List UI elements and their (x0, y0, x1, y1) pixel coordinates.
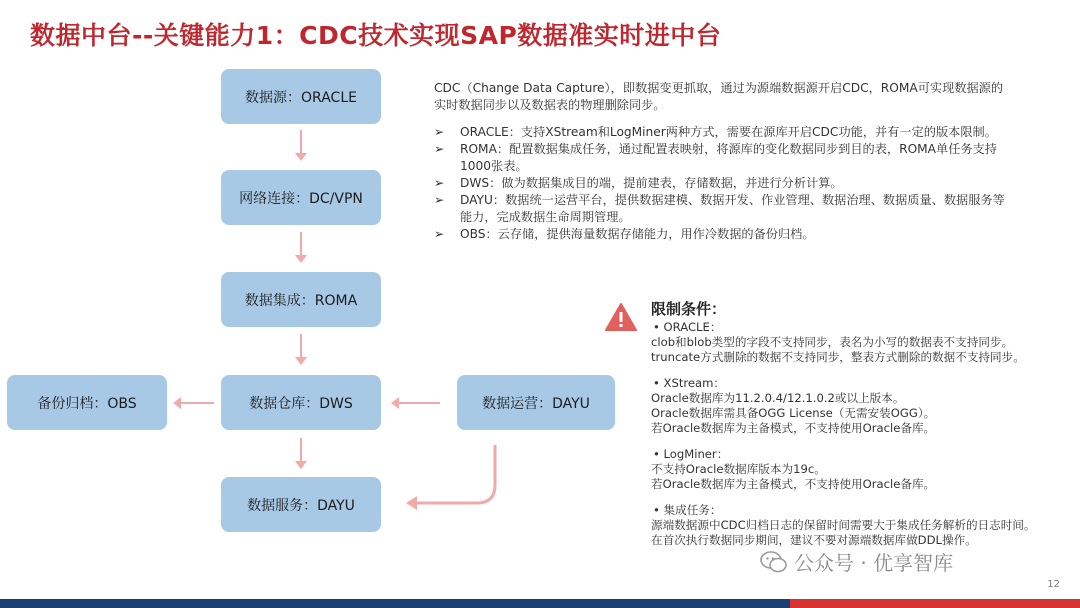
limits-group-logminer: • LogMiner： 不支持Oracle数据库版本为19c。 若Oracle数据库为主备模式，不支持使用Oracle备库。 (651, 447, 936, 491)
flow-box-warehouse (221, 375, 381, 430)
flow-box-integration-label: 数据集成：ROMA (244, 292, 358, 309)
slide-title: 数据中台--关键能力1：CDC技术实现SAP数据准实时进中台 (30, 21, 722, 50)
flow-box-service-label: 数据服务：DAYU (247, 497, 355, 514)
bullet-arrow-icon: ➢ (434, 142, 445, 156)
description-item-dws: ➢ DWS：做为数据集成目的端，提前建表，存储数据，并进行分析计算。 (434, 176, 843, 190)
warning-icon (604, 302, 638, 332)
page-number: 12 (1047, 579, 1060, 590)
wechat-icon (760, 551, 788, 573)
flow-box-source-label: 数据源：ORACLE (245, 89, 357, 106)
arrow-operation-to-warehouse (398, 402, 440, 404)
description-block (434, 80, 1014, 243)
limits-group-xstream: • XStream： Oracle数据库为11.2.0.4/12.1.0.2或以上版本。 Oracle数据库需具备OGG License（无需安装OGG）。 若Oracle数据库为主备模式，不支持使用Oracle备库。 (651, 376, 936, 435)
watermark (760, 547, 953, 576)
description-intro: CDC（Change Data Capture），即数据变更抓取，通过为源端数据源开启CDC，ROMA可实现数据源的实时数据同步以及数据表的物理删除同步。 (434, 81, 1004, 112)
description-item-dayu: ➢ DAYU：数据统一运营平台，提供数据建模、数据开发、作业管理、数据治理、数据质量、数据服务等能力，完成数据生命周期管理。 (434, 193, 1005, 224)
bullet-arrow-icon: ➢ (434, 176, 445, 190)
description-item-oracle: ➢ ORACLE：支持XStream和LogMiner两种方式，需要在源库开启CDC功能，并有一定的版本限制。 (434, 125, 997, 139)
bullet-arrow-icon: ➢ (434, 227, 445, 241)
arrow-warehouse-to-backup (180, 402, 214, 404)
description-list (434, 124, 1014, 243)
bullet-arrow-icon: ➢ (434, 125, 445, 139)
description-item-obs: ➢ OBS：云存储，提供海量数据存储能力，用作冷数据的备份归档。 (434, 227, 815, 241)
flow-box-network-label: 网络连接：DC/VPN (239, 190, 363, 207)
limits-heading: 限制条件： (651, 300, 727, 318)
footer-bar (0, 599, 1080, 608)
arrow-source-to-network (300, 130, 302, 154)
footer-bar-red (790, 599, 1080, 608)
flow-box-service (221, 477, 381, 532)
limits-group-oracle: • ORACLE： clob和blob类型的字段不支持同步，表名为小写的数据表不支持同步。 truncate方式删除的数据不支持同步，整表方式删除的数据不支持同步。 (651, 320, 1025, 364)
arrow-warehouse-to-service (300, 438, 302, 462)
flow-box-integration (221, 272, 381, 327)
arrow-operation-to-service (405, 445, 515, 520)
flow-box-operation (457, 375, 615, 430)
flow-box-operation-label: 数据运营：DAYU (482, 395, 590, 412)
bullet-arrow-icon: ➢ (434, 193, 445, 207)
arrow-integration-to-warehouse (300, 334, 302, 358)
arrow-network-to-integration (300, 232, 302, 256)
limits-block (651, 302, 1061, 559)
description-item-roma: ➢ ROMA：配置数据集成任务，通过配置表映射，将源库的变化数据同步到目的表，ROMA单任务支持1000张表。 (434, 142, 997, 173)
flow-box-backup-label: 备份归档：OBS (37, 395, 137, 412)
footer-bar-blue (0, 599, 790, 608)
flow-box-backup (7, 375, 167, 430)
limits-group-integration-task: • 集成任务： 源端数据源中CDC归档日志的保留时间需要大于集成任务解析的日志时间。 在首次执行数据同步期间，建议不要对源端数据库做DDL操作。 (651, 503, 1036, 547)
flow-box-source (221, 69, 381, 124)
flow-box-warehouse-label: 数据仓库：DWS (249, 395, 353, 412)
watermark-text: 公众号 · 优享智库 (794, 551, 954, 575)
flow-box-network (221, 170, 381, 225)
